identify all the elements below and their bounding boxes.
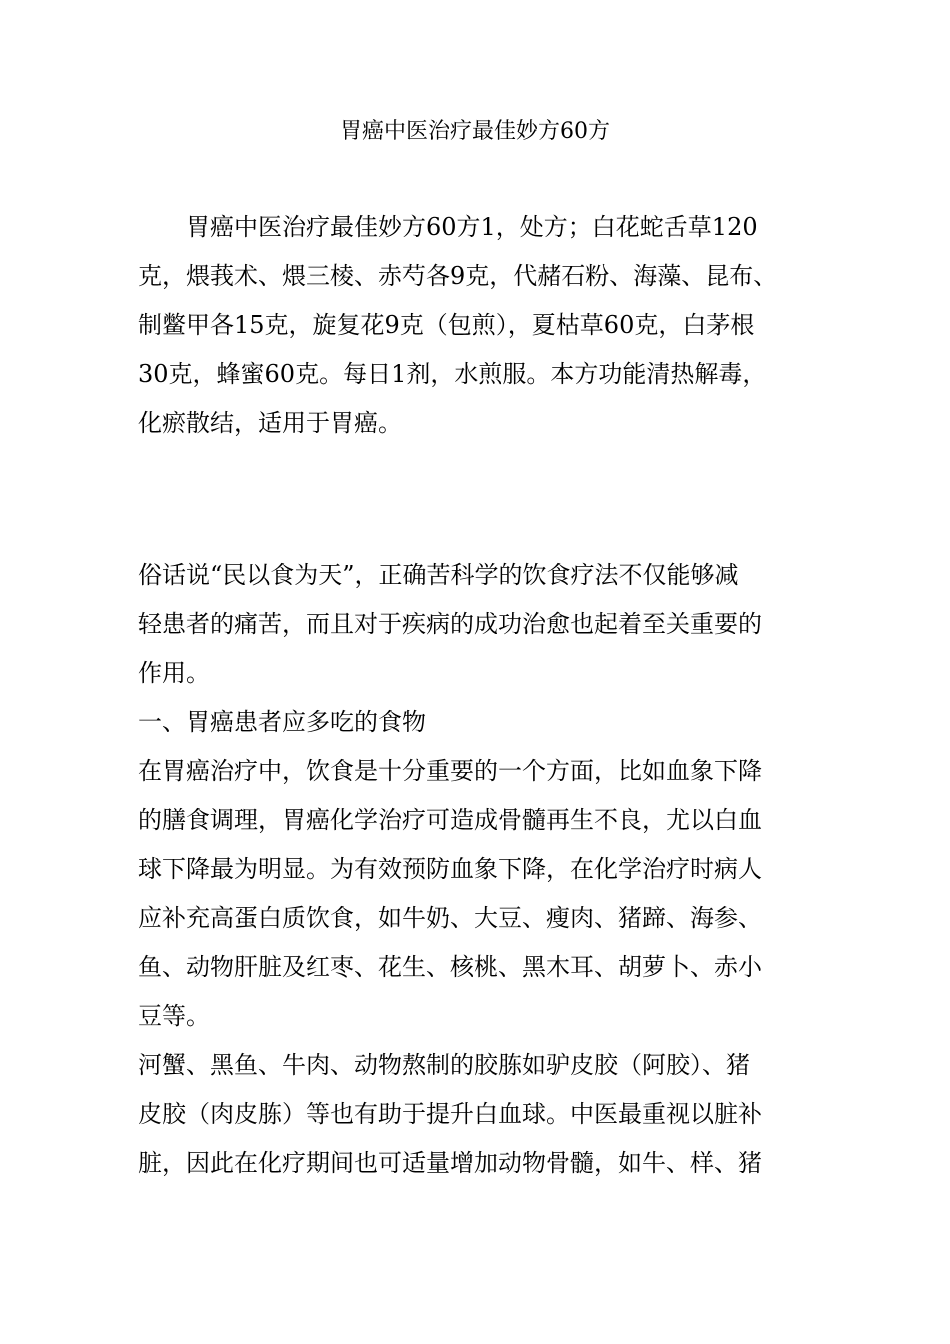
paragraph-line: 胃癌中医治疗最佳妙方60方1，处方；白花蛇舌草120 (186, 213, 758, 241)
paragraph-line: 河蟹、黑鱼、牛肉、动物熬制的胶胨如驴皮胶（阿胶）、猪 (138, 1051, 750, 1079)
paragraph-line: 球下降最为明显。为有效预防血象下降，在化学治疗时病人 (138, 855, 762, 883)
paragraph-line: 皮胶（肉皮胨）等也有助于提升白血球。中医最重视以脏补 (138, 1100, 762, 1128)
paragraph-line: 豆等。 (138, 1002, 210, 1030)
paragraph-line: 作用。 (138, 659, 210, 687)
paragraph-diet-intro (138, 551, 822, 1188)
paragraph-line: 在胃癌治疗中，饮食是十分重要的一个方面，比如血象下降 (138, 757, 762, 785)
section-heading: 一、胃癌患者应多吃的食物 (138, 708, 426, 736)
paragraph-prescription (138, 203, 822, 448)
paragraph-line: 鱼、动物肝脏及红枣、花生、核桃、黑木耳、胡萝卜、赤小 (138, 953, 762, 981)
paragraph-line: 化瘀散结，适用于胃癌。 (138, 409, 402, 437)
document-title: 胃癌中医治疗最佳妙方60方 (340, 119, 610, 144)
paragraph-line: 克，煨莪术、煨三棱、赤芍各9克，代赭石粉、海藻、昆布、 (138, 262, 778, 290)
paragraph-line: 30克，蜂蜜60克。每日1剂，水煎服。本方功能清热解毒， (138, 360, 767, 388)
paragraph-line: 脏，因此在化疗期间也可适量增加动物骨髓，如牛、样、猪 (138, 1149, 762, 1177)
paragraph-line: 制鳖甲各15克，旋复花9克（包煎），夏枯草60克，白茅根 (138, 311, 755, 339)
paragraph-line: 的膳食调理，胃癌化学治疗可造成骨髓再生不良，尤以白血 (138, 806, 762, 834)
paragraph-line: 轻患者的痛苦，而且对于疾病的成功治愈也起着至关重要的 (138, 610, 762, 638)
paragraph-line: 应补充高蛋白质饮食，如牛奶、大豆、瘦肉、猪蹄、海参、 (138, 904, 762, 932)
paragraph-line: 俗话说“民以食为天”，正确苦科学的饮食疗法不仅能够减 (138, 561, 739, 589)
